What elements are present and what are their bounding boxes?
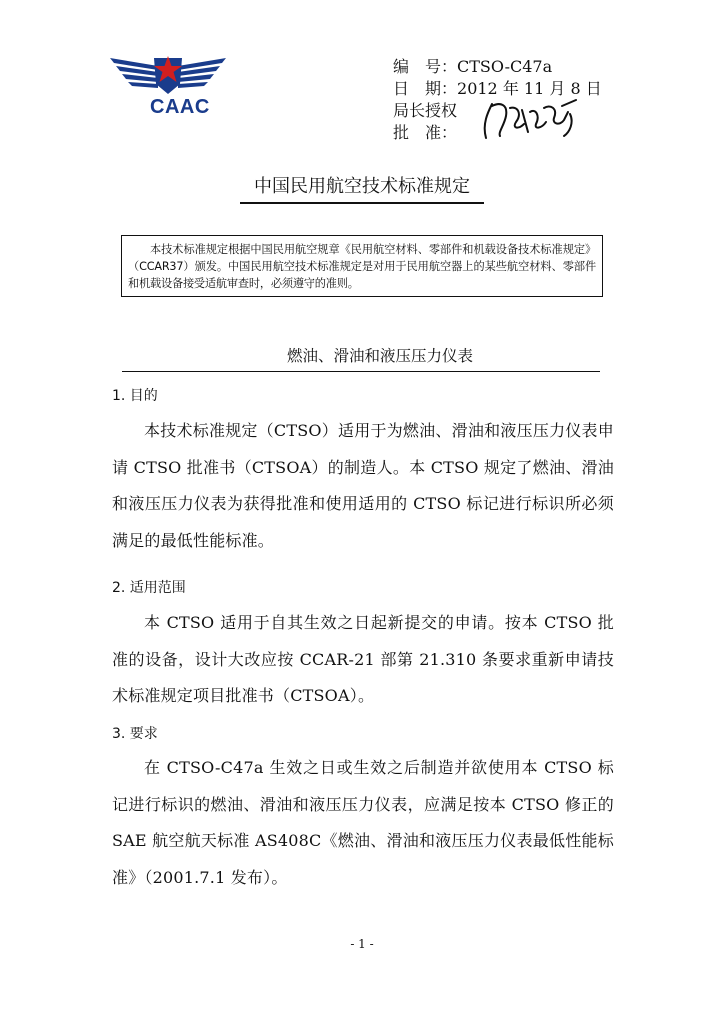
paragraph-requirements: 在 CTSO-C47a 生效之日或生效之后制造并欲使用本 CTSO 标记进行标识的燃油、滑油和液压压力仪表，应满足按本 CTSO 修正的 SAE 航空航天标准 AS408C《燃油、滑油和液压压力仪表最低性能标准》（2001.7.1 发布）。 bbox=[112, 758, 614, 887]
doc-number-row bbox=[393, 56, 552, 78]
heading-scope: 2. 适用范围 bbox=[112, 580, 186, 596]
section-divider bbox=[122, 371, 600, 372]
notice-box: 本技术标准规定根据中国民用航空规章《民用航空材料、零部件和机载设备技术标准规定》（CCAR37）颁发。中国民用航空技术标准规定是对用于民用航空器上的某些航空材料、零部件和机载设备接受适航审查时，必须遵守的准则。 bbox=[121, 235, 603, 297]
section-title: 燃油、滑油和液压压力仪表 bbox=[286, 347, 473, 365]
signature-icon bbox=[478, 94, 588, 144]
doc-date-value: 2012 年 11 月 8 日 bbox=[457, 79, 602, 98]
document-title: 中国民用航空技术标准规定 bbox=[254, 176, 470, 197]
authorized-label: 局长授权 bbox=[393, 101, 458, 120]
page-number: - 1 - bbox=[350, 937, 374, 951]
paragraph-scope: 本 CTSO 适用于自其生效之日起新提交的申请。按本 CTSO 批准的设备，设计大改应按 CCAR-21 部第 21.310 条要求重新申请技术标准规定项目批准书（CTSOA）。 bbox=[112, 613, 614, 705]
doc-number-label: 编 号： bbox=[393, 57, 458, 76]
title-divider bbox=[240, 202, 484, 204]
heading-requirements: 3. 要求 bbox=[112, 726, 158, 742]
approve-label: 批 准： bbox=[393, 123, 458, 142]
logo-text: CAAC bbox=[150, 96, 210, 118]
paragraph-purpose: 本技术标准规定（CTSO）适用于为燃油、滑油和液压压力仪表申请 CTSO 批准书（CTSOA）的制造人。本 CTSO 规定了燃油、滑油和液压压力仪表为获得批准和使用适用的 CTSO 标记进行标识所必须满足的最低性能标准。 bbox=[112, 421, 614, 550]
doc-date-label: 日 期： bbox=[393, 79, 458, 98]
heading-purpose: 1. 目的 bbox=[112, 388, 158, 404]
doc-number-value: CTSO-C47a bbox=[457, 57, 553, 76]
